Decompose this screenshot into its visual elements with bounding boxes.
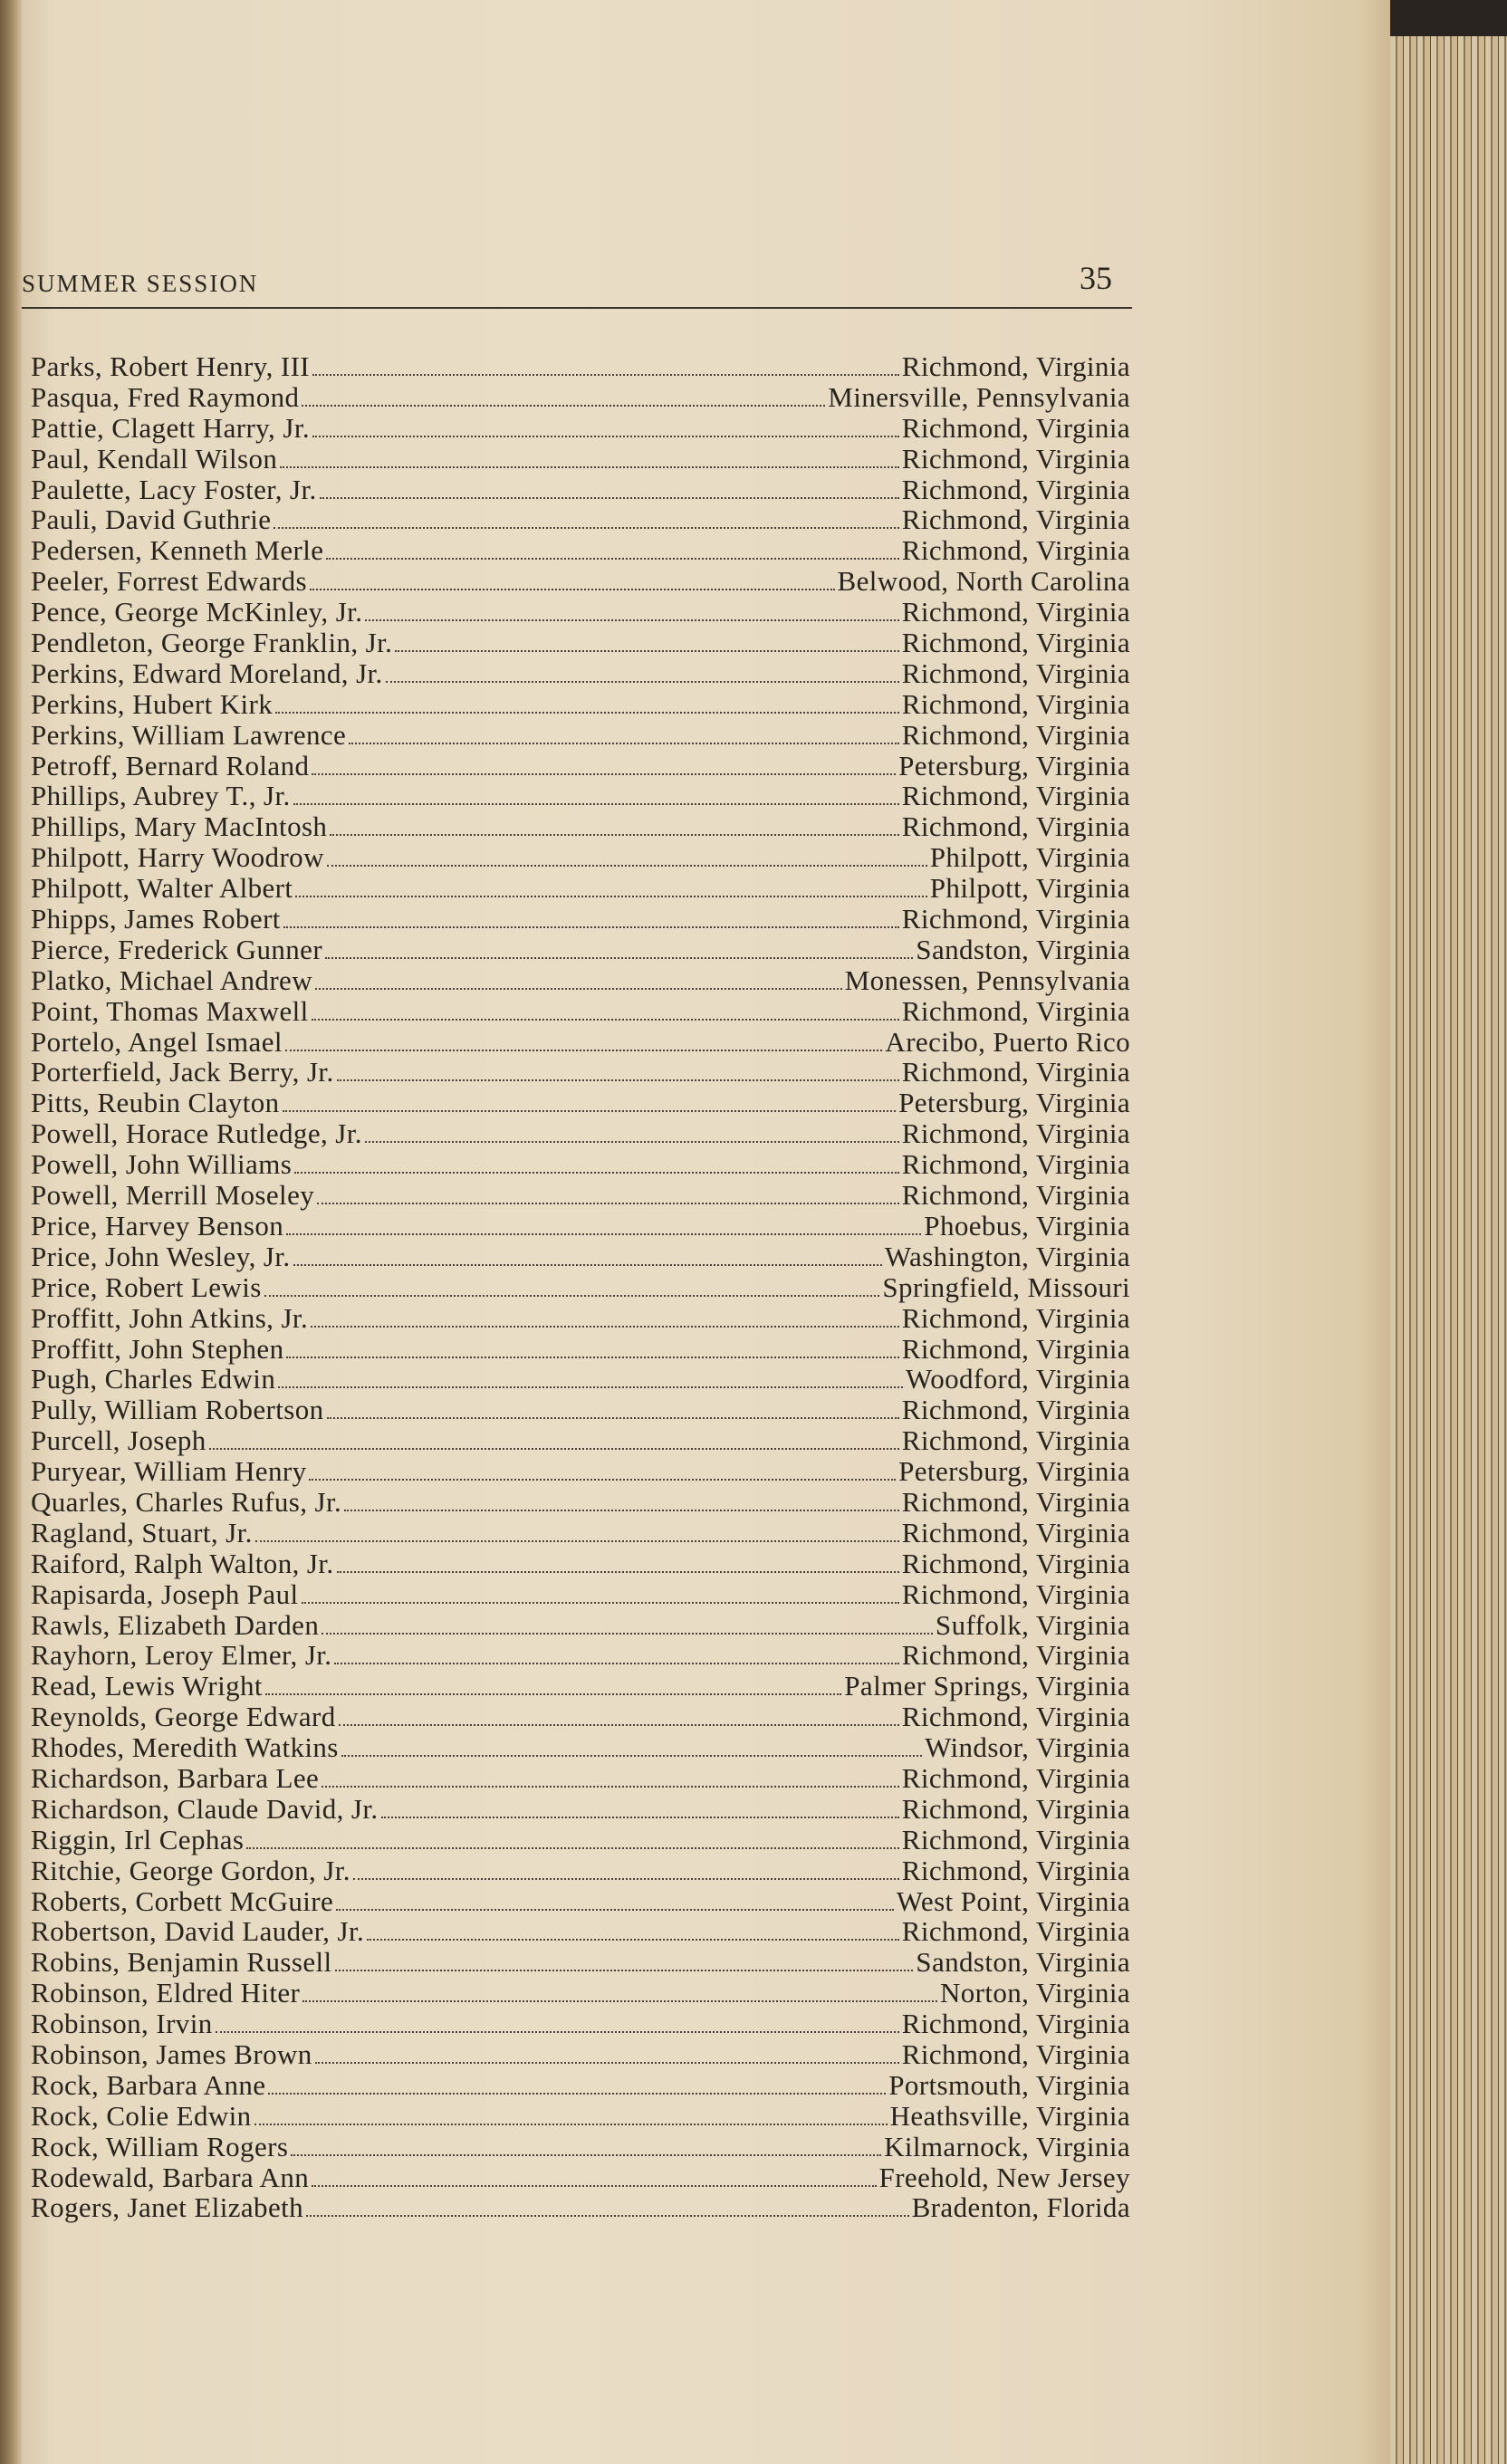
list-item: [31, 1702, 1130, 1732]
entry-name: Robertson, David Lauder, Jr.: [31, 1915, 365, 1948]
student-directory-list: [31, 351, 1130, 2223]
entry-hometown: Phoebus, Virginia: [924, 1209, 1130, 1242]
entry-name: Price, Robert Lewis: [31, 1270, 262, 1303]
entry-name: Petroff, Bernard Roland: [31, 749, 310, 781]
entry-hometown: Richmond, Virginia: [901, 350, 1130, 382]
entry-hometown: Richmond, Virginia: [901, 687, 1130, 720]
dot-leader: [365, 619, 898, 621]
dot-leader: [336, 1909, 894, 1911]
entry-name: Purcell, Joseph: [31, 1424, 206, 1457]
entry-name: Richardson, Barbara Lee: [31, 1761, 320, 1794]
list-item: [31, 1425, 1130, 1456]
list-item: [31, 781, 1130, 811]
entry-hometown: Washington, Virginia: [884, 1240, 1130, 1272]
entry-name: Pauli, David Guthrie: [31, 503, 272, 536]
list-item: [31, 1364, 1130, 1395]
entry-hometown: Richmond, Virginia: [901, 903, 1130, 935]
dot-leader: [365, 1141, 899, 1143]
entry-name: Ragland, Stuart, Jr.: [31, 1516, 253, 1548]
entry-name: Paulette, Lacy Foster, Jr.: [31, 473, 317, 505]
list-item: [31, 1487, 1130, 1518]
list-item: [31, 2039, 1130, 2070]
entry-hometown: Richmond, Virginia: [901, 1915, 1130, 1948]
entry-hometown: Richmond, Virginia: [901, 534, 1130, 567]
entry-hometown: Richmond, Virginia: [901, 1117, 1130, 1150]
entry-name: Powell, Horace Rutledge, Jr.: [31, 1117, 362, 1150]
entry-hometown: Richmond, Virginia: [901, 1854, 1130, 1886]
entry-hometown: Belwood, North Carolina: [837, 565, 1130, 598]
dot-leader: [274, 527, 898, 529]
entry-name: Powell, John Williams: [31, 1148, 293, 1181]
list-item: [31, 1916, 1130, 1947]
entry-name: Rock, Colie Edwin: [31, 2099, 252, 2132]
entry-hometown: Richmond, Virginia: [901, 657, 1130, 689]
dot-leader: [283, 1110, 897, 1112]
list-item: [31, 1640, 1130, 1671]
entry-name: Rock, William Rogers: [31, 2130, 289, 2162]
dot-leader: [265, 1693, 841, 1695]
entry-name: Pence, George McKinley, Jr.: [31, 596, 363, 628]
entry-name: Platko, Michael Andrew: [31, 964, 312, 996]
list-item: [31, 1456, 1130, 1487]
dot-leader: [312, 773, 896, 775]
entry-hometown: Richmond, Virginia: [901, 1823, 1130, 1855]
dot-leader: [349, 743, 899, 744]
list-item: [31, 413, 1130, 444]
entry-name: Portelo, Angel Ismael: [31, 1025, 283, 1058]
entry-hometown: Richmond, Virginia: [901, 1424, 1130, 1457]
dot-leader: [311, 1326, 899, 1328]
entry-name: Reynolds, George Edward: [31, 1701, 336, 1733]
entry-hometown: Kilmarnock, Virginia: [884, 2130, 1130, 2162]
list-item: [31, 1334, 1130, 1365]
list-item: [31, 1180, 1130, 1211]
list-item: [31, 720, 1130, 751]
entry-hometown: Richmond, Virginia: [901, 1639, 1130, 1672]
list-item: [31, 597, 1130, 628]
list-item: [31, 1610, 1130, 1641]
dot-leader: [337, 1079, 899, 1081]
entry-name: Price, John Wesley, Jr.: [31, 1240, 291, 1272]
entry-hometown: Richmond, Virginia: [901, 1301, 1130, 1334]
entry-hometown: Richmond, Virginia: [901, 2037, 1130, 2070]
list-item: [31, 535, 1130, 566]
dot-leader: [322, 1633, 933, 1635]
dot-leader: [312, 436, 899, 437]
dot-leader: [315, 988, 842, 990]
dot-leader: [339, 1724, 899, 1726]
entry-hometown: Bradenton, Florida: [911, 2191, 1130, 2224]
entry-hometown: Richmond, Virginia: [901, 596, 1130, 628]
entry-hometown: Richmond, Virginia: [901, 1577, 1130, 1610]
dot-leader: [268, 2093, 886, 2095]
entry-name: Point, Thomas Maxwell: [31, 994, 309, 1027]
dot-leader: [335, 1970, 914, 1971]
entry-hometown: Palmer Springs, Virginia: [844, 1670, 1130, 1702]
entry-name: Paul, Kendall Wilson: [31, 442, 278, 475]
dot-leader: [312, 374, 899, 376]
entry-hometown: Arecibo, Puerto Rico: [885, 1025, 1130, 1058]
entry-hometown: Richmond, Virginia: [901, 1701, 1130, 1733]
entry-name: Pendleton, George Franklin, Jr.: [31, 627, 393, 659]
entry-hometown: Suffolk, Virginia: [935, 1608, 1130, 1641]
list-item: [31, 1579, 1130, 1610]
entry-hometown: Richmond, Virginia: [901, 1792, 1130, 1825]
list-item: [31, 1088, 1130, 1118]
entry-name: Pierce, Frederick Gunner: [31, 933, 323, 965]
dot-leader: [309, 1479, 896, 1481]
entry-hometown: Philpott, Virginia: [929, 841, 1130, 874]
dot-leader: [291, 2154, 881, 2156]
dot-leader: [254, 2124, 888, 2125]
list-item: [31, 1149, 1130, 1180]
list-item: [31, 1855, 1130, 1886]
dot-leader: [294, 1172, 899, 1174]
list-item: [31, 504, 1130, 535]
entry-name: Roberts, Corbett McGuire: [31, 1884, 334, 1917]
entry-hometown: Windsor, Virginia: [925, 1731, 1130, 1764]
entry-hometown: Richmond, Virginia: [901, 473, 1130, 505]
dot-leader: [264, 1295, 880, 1297]
entry-hometown: Minersville, Pennsylvania: [828, 380, 1130, 413]
list-item: [31, 1548, 1130, 1579]
list-item: [31, 935, 1130, 965]
list-item: [31, 2101, 1130, 2132]
entry-name: Pugh, Charles Edwin: [31, 1363, 276, 1395]
entry-hometown: Petersburg, Virginia: [898, 749, 1130, 781]
entry-hometown: Woodford, Virginia: [906, 1363, 1130, 1395]
list-item: [31, 382, 1130, 413]
list-item: [31, 1886, 1130, 1917]
running-head: SUMMER SESSION: [22, 270, 259, 297]
entry-name: Rhodes, Meredith Watkins: [31, 1731, 339, 1764]
entry-name: Riggin, Irl Cephas: [31, 1823, 245, 1855]
list-item: [31, 1242, 1130, 1272]
list-item: [31, 965, 1130, 996]
entry-name: Robins, Benjamin Russell: [31, 1946, 332, 1979]
entry-name: Ritchie, George Gordon, Jr.: [31, 1854, 350, 1886]
dot-leader: [330, 834, 898, 836]
dot-leader: [278, 1386, 903, 1388]
dot-leader: [344, 1510, 899, 1511]
dot-leader: [325, 957, 913, 959]
list-item: [31, 566, 1130, 597]
list-item: [31, 351, 1130, 382]
list-item: [31, 1732, 1130, 1763]
entry-hometown: Richmond, Virginia: [901, 1761, 1130, 1794]
background-shadow: [1390, 0, 1507, 36]
entry-name: Raiford, Ralph Walton, Jr.: [31, 1547, 334, 1579]
entry-hometown: Richmond, Virginia: [901, 994, 1130, 1027]
entry-name: Phillips, Aubrey T., Jr.: [31, 780, 291, 812]
entry-name: Read, Lewis Wright: [31, 1670, 263, 1702]
entry-name: Price, Harvey Benson: [31, 1209, 284, 1242]
page-gutter: [0, 0, 22, 2464]
list-item: [31, 1978, 1130, 2009]
entry-name: Puryear, William Henry: [31, 1455, 307, 1488]
page-number: 35: [1080, 260, 1112, 296]
list-item: [31, 751, 1130, 781]
entry-name: Robinson, Irvin: [31, 2008, 213, 2040]
entry-hometown: Freehold, New Jersey: [878, 2161, 1130, 2193]
dot-leader: [295, 896, 926, 897]
entry-hometown: Richmond, Virginia: [901, 503, 1130, 536]
dot-leader: [209, 1448, 899, 1450]
dot-leader: [285, 1050, 883, 1051]
entry-hometown: Springfield, Missouri: [882, 1270, 1130, 1303]
header-rule: [22, 307, 1132, 309]
entry-hometown: Richmond, Virginia: [901, 1394, 1130, 1426]
entry-hometown: Richmond, Virginia: [901, 411, 1130, 444]
entry-name: Pattie, Clagett Harry, Jr.: [31, 411, 310, 444]
dot-leader: [286, 1233, 921, 1235]
entry-name: Perkins, Edward Moreland, Jr.: [31, 657, 383, 689]
list-item: [31, 2132, 1130, 2162]
dot-leader: [286, 1357, 898, 1358]
dot-leader: [367, 1939, 899, 1941]
list-item: [31, 1671, 1130, 1702]
list-item: [31, 2192, 1130, 2223]
dot-leader: [293, 1264, 882, 1266]
dot-leader: [334, 1663, 898, 1664]
entry-hometown: Sandston, Virginia: [916, 1946, 1130, 1979]
entry-name: Rogers, Janet Elizabeth: [31, 2191, 304, 2224]
dot-leader: [337, 1571, 899, 1573]
entry-name: Powell, Merrill Moseley: [31, 1179, 315, 1212]
list-item: [31, 1947, 1130, 1978]
dot-leader: [293, 803, 899, 805]
entry-name: Philpott, Walter Albert: [31, 872, 293, 905]
list-item: [31, 689, 1130, 720]
dot-leader: [283, 926, 899, 928]
list-item: [31, 1794, 1130, 1825]
entry-name: Phillips, Mary MacIntosh: [31, 810, 328, 843]
entry-hometown: Richmond, Virginia: [901, 1332, 1130, 1365]
dot-leader: [302, 2000, 937, 2002]
list-item: [31, 1825, 1130, 1855]
entry-name: Philpott, Harry Woodrow: [31, 841, 324, 874]
list-item: [31, 658, 1130, 689]
entry-hometown: Petersburg, Virginia: [898, 1087, 1130, 1119]
dot-leader: [320, 497, 899, 499]
entry-hometown: Richmond, Virginia: [901, 810, 1130, 843]
entry-name: Pitts, Reubin Clayton: [31, 1087, 280, 1119]
entry-name: Rawls, Elizabeth Darden: [31, 1608, 320, 1641]
dot-leader: [322, 1786, 899, 1788]
entry-hometown: West Point, Virginia: [896, 1884, 1130, 1917]
dot-leader: [317, 1203, 899, 1204]
dot-leader: [246, 1847, 898, 1849]
entry-name: Rock, Barbara Anne: [31, 2068, 266, 2101]
entry-name: Robinson, James Brown: [31, 2037, 312, 2070]
entry-name: Rodewald, Barbara Ann: [31, 2161, 310, 2193]
dot-leader: [312, 1019, 899, 1021]
entry-name: Rapisarda, Joseph Paul: [31, 1577, 299, 1610]
entry-hometown: Norton, Virginia: [939, 1977, 1130, 2009]
entry-hometown: Portsmouth, Virginia: [888, 2068, 1130, 2101]
dot-leader: [353, 1878, 899, 1880]
dot-leader: [381, 1817, 899, 1818]
entry-name: Perkins, Hubert Kirk: [31, 687, 274, 720]
dot-leader: [310, 589, 835, 590]
entry-hometown: Richmond, Virginia: [901, 627, 1130, 659]
entry-hometown: Richmond, Virginia: [901, 780, 1130, 812]
entry-name: Rayhorn, Leroy Elmer, Jr.: [31, 1639, 332, 1672]
dot-leader: [315, 2062, 899, 2064]
entry-hometown: Richmond, Virginia: [901, 1148, 1130, 1181]
list-item: [31, 1518, 1130, 1548]
entry-name: Pully, William Robertson: [31, 1394, 324, 1426]
entry-name: Perkins, William Lawrence: [31, 718, 347, 751]
list-item: [31, 996, 1130, 1027]
entry-hometown: Philpott, Virginia: [929, 872, 1130, 905]
dot-leader: [327, 865, 927, 867]
list-item: [31, 1395, 1130, 1425]
entry-name: Porterfield, Jack Berry, Jr.: [31, 1056, 334, 1088]
list-item: [31, 811, 1130, 842]
dot-leader: [341, 1755, 922, 1757]
entry-hometown: Richmond, Virginia: [901, 1516, 1130, 1548]
dot-leader: [255, 1540, 899, 1542]
list-item: [31, 475, 1130, 505]
entry-hometown: Heathsville, Virginia: [889, 2099, 1130, 2132]
list-item: [31, 2162, 1130, 2193]
entry-hometown: Petersburg, Virginia: [898, 1455, 1130, 1488]
entry-name: Quarles, Charles Rufus, Jr.: [31, 1485, 342, 1518]
entry-hometown: Richmond, Virginia: [901, 442, 1130, 475]
dot-leader: [216, 2031, 899, 2033]
entry-hometown: Richmond, Virginia: [901, 1056, 1130, 1088]
dot-leader: [395, 650, 899, 652]
entry-hometown: Monessen, Pennsylvania: [844, 964, 1130, 996]
list-item: [31, 1057, 1130, 1088]
list-item: [31, 1027, 1130, 1058]
list-item: [31, 2070, 1130, 2101]
list-item: [31, 1303, 1130, 1334]
list-item: [31, 444, 1130, 475]
entry-name: Parks, Robert Henry, III: [31, 350, 311, 382]
entry-name: Robinson, Eldred Hiter: [31, 1977, 301, 2009]
list-item: [31, 1211, 1130, 1242]
entry-name: Pasqua, Fred Raymond: [31, 380, 300, 413]
entry-name: Pedersen, Kenneth Merle: [31, 534, 324, 567]
dot-leader: [327, 1417, 899, 1419]
dot-leader: [280, 466, 899, 468]
list-item: [31, 873, 1130, 904]
list-item: [31, 904, 1130, 935]
dot-leader: [326, 558, 898, 560]
dot-leader: [306, 2215, 909, 2217]
entry-name: Richardson, Claude David, Jr.: [31, 1792, 379, 1825]
dot-leader: [302, 1602, 899, 1604]
entry-hometown: Richmond, Virginia: [901, 2008, 1130, 2040]
entry-name: Phipps, James Robert: [31, 903, 281, 935]
dot-leader: [312, 2185, 876, 2187]
list-item: [31, 842, 1130, 873]
list-item: [31, 1763, 1130, 1794]
page-edges: [1390, 0, 1507, 2464]
dot-leader: [302, 405, 825, 407]
list-item: [31, 2009, 1130, 2039]
entry-hometown: Richmond, Virginia: [901, 1547, 1130, 1579]
list-item: [31, 1118, 1130, 1149]
dot-leader: [386, 681, 899, 683]
entry-name: Peeler, Forrest Edwards: [31, 565, 307, 598]
entry-hometown: Sandston, Virginia: [916, 933, 1130, 965]
entry-hometown: Richmond, Virginia: [901, 1485, 1130, 1518]
entry-hometown: Richmond, Virginia: [901, 1179, 1130, 1212]
dot-leader: [275, 712, 899, 714]
entry-name: Proffitt, John Atkins, Jr.: [31, 1301, 309, 1334]
entry-name: Proffitt, John Stephen: [31, 1332, 284, 1365]
list-item: [31, 1272, 1130, 1303]
list-item: [31, 628, 1130, 658]
entry-hometown: Richmond, Virginia: [901, 718, 1130, 751]
